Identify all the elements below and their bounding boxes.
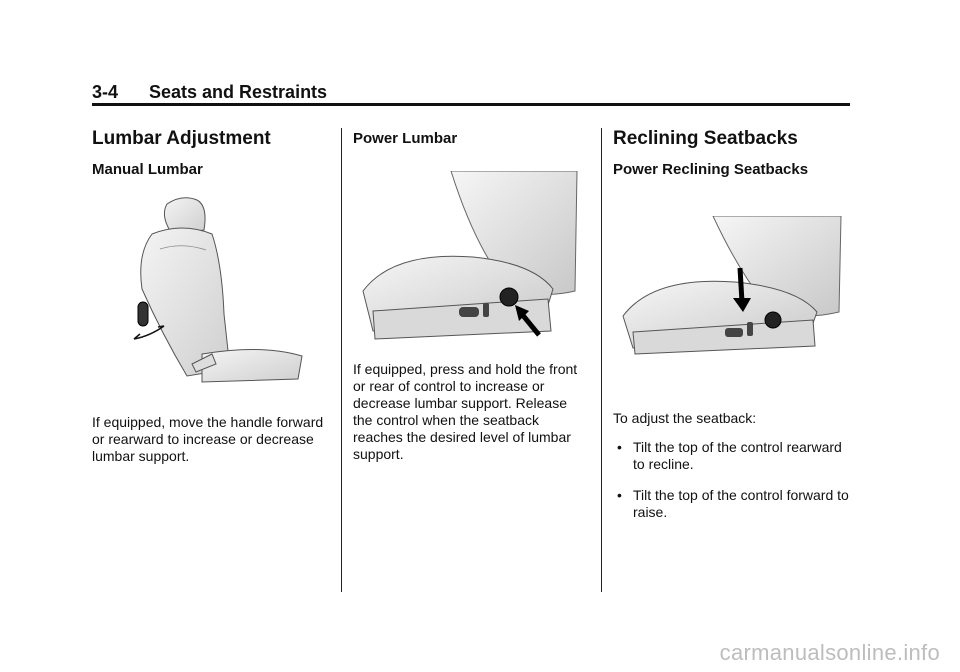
- chapter-title: Seats and Restraints: [149, 82, 328, 102]
- seat-lumbar-handle-illustration: [112, 194, 312, 384]
- section-title-lumbar: Lumbar Adjustment: [92, 128, 271, 149]
- seat-power-lumbar-control-illustration: [353, 171, 579, 347]
- subheading-manual-lumbar: Manual Lumbar: [92, 161, 203, 178]
- reclining-intro-text: To adjust the seatback:: [613, 410, 757, 426]
- watermark: carmanualsonline.info: [719, 640, 940, 665]
- figure-power-lumbar: [353, 149, 585, 345]
- list-item: [613, 439, 853, 473]
- column-reclining-seatbacks: [613, 126, 853, 535]
- header-rule: [92, 103, 850, 106]
- recline-instructions-list: [613, 439, 853, 521]
- power-lumbar-text: If equipped, press and hold the front or rear of control to increase or decrease lumbar support. Release the control when the seatback reaches the desired level of lumbar support.: [353, 361, 578, 462]
- manual-lumbar-text: If equipped, move the handle forward or rearward to increase or decrease lumbar support.: [92, 414, 324, 464]
- column-divider: [601, 128, 602, 592]
- page-header: [92, 82, 850, 104]
- bullet-text: Tilt the top of the control rearward to recline.: [633, 439, 842, 472]
- list-item: [613, 487, 853, 521]
- subheading-power-lumbar: Power Lumbar: [353, 130, 458, 147]
- subheading-power-reclining: Power Reclining Seatbacks: [613, 161, 809, 178]
- section-number: 3-4: [92, 82, 119, 102]
- figure-power-reclining: [613, 180, 853, 408]
- column-power-lumbar: [353, 126, 585, 463]
- bullet-text: Tilt the top of the control forward to raise.: [633, 487, 849, 520]
- column-divider: [341, 128, 342, 592]
- figure-manual-lumbar: [92, 180, 332, 404]
- bullet-glyph: •: [617, 487, 622, 503]
- column-manual-lumbar: [92, 126, 332, 465]
- seat-recline-control-illustration: [613, 216, 843, 356]
- section-title-reclining: Reclining Seatbacks: [613, 128, 798, 149]
- bullet-glyph: •: [617, 439, 622, 455]
